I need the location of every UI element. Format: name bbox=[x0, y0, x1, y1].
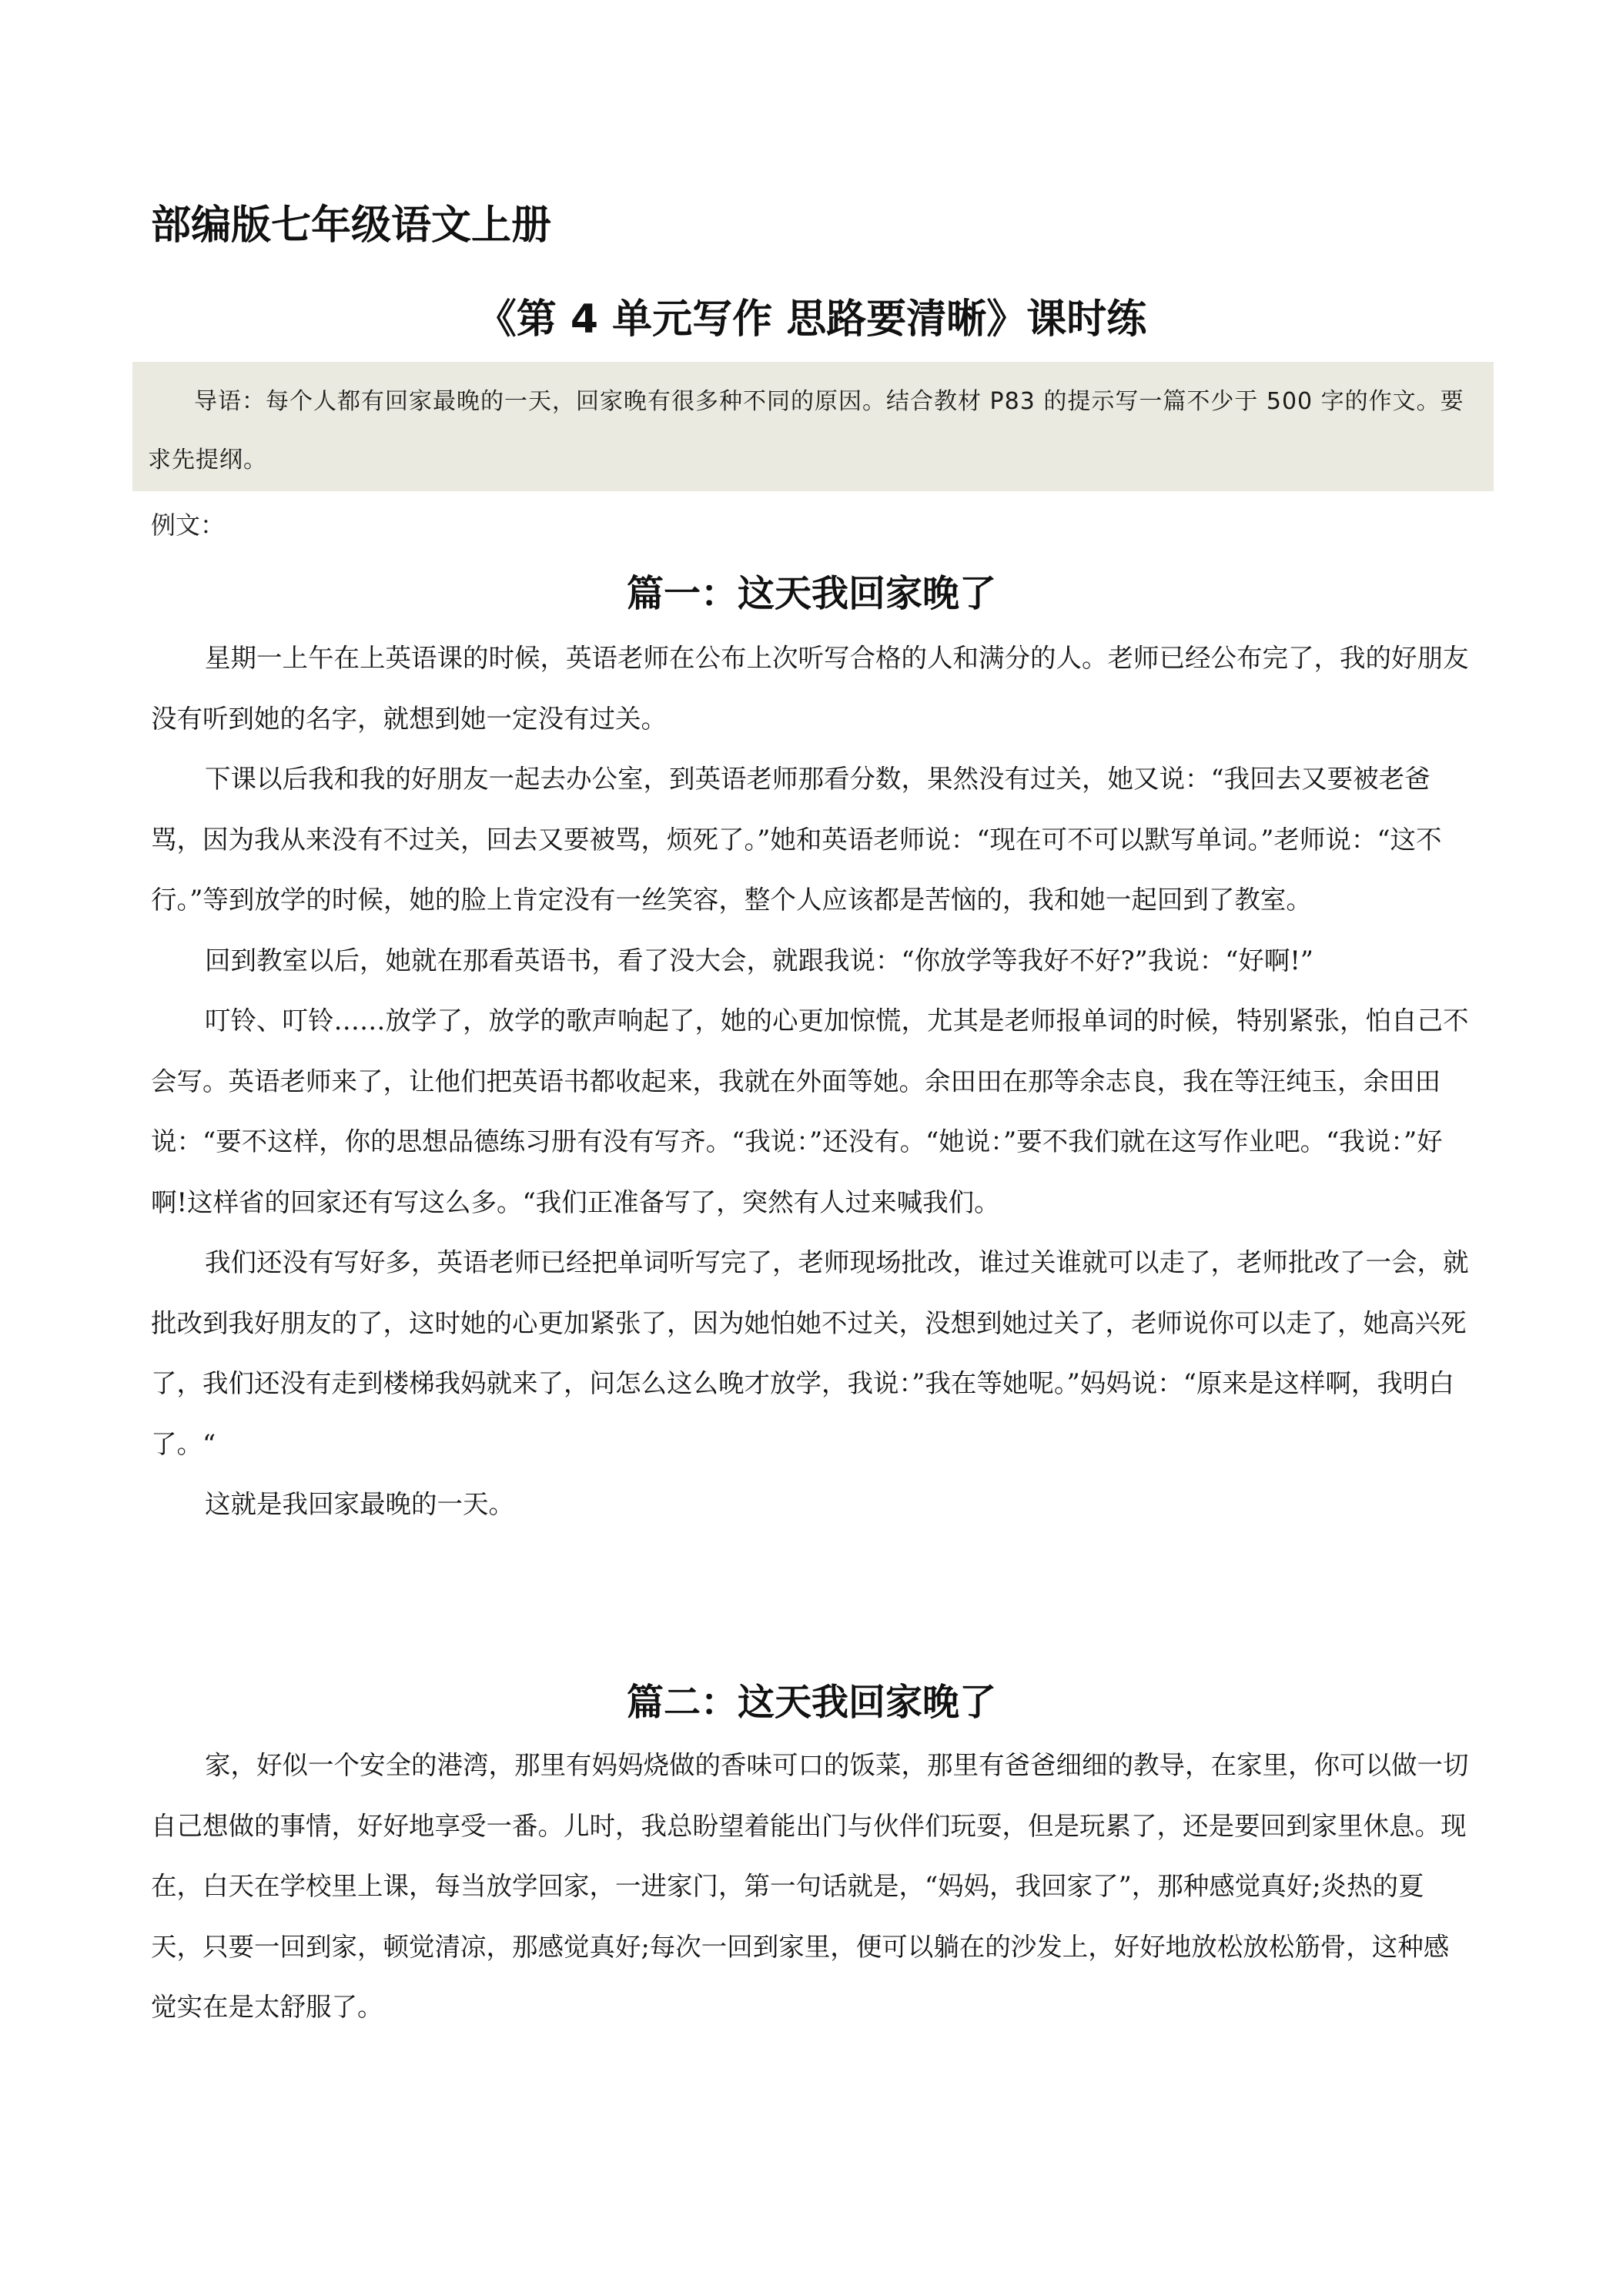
essay-1-body bbox=[151, 628, 1472, 1535]
lesson-title: 《第 4 单元写作 思路要清晰》课时练 bbox=[476, 296, 1147, 343]
essay-1-paragraph: 下课以后我和我的好朋友一起去办公室，到英语老师那看分数，果然没有过关，她又说：“我回去又要被老爸骂，因为我从来没有不过关，回去又要被骂，烦死了。”她和英语老师说：“现在可不可以默写单词。”老师说：“这不行。”等到放学的时候，她的脸上肯定没有一丝笑容，整个人应该都是苦恼的，我和她一起回到了教室。 bbox=[151, 764, 1442, 915]
example-label: 例文： bbox=[151, 510, 226, 540]
essay-1-paragraph: 星期一上午在上英语课的时候，英语老师在公布上次听写合格的人和满分的人。老师已经公布完了，我的好朋友没有听到她的名字，就想到她一定没有过关。 bbox=[151, 643, 1469, 734]
essay-1-paragraph: 这就是我回家最晚的一天。 bbox=[205, 1489, 514, 1519]
essay-1-paragraph: 叮铃、叮铃……放学了，放学的歌声响起了，她的心更加惊慌，尤其是老师报单词的时候，特别紧张，怕自己不会写。英语老师来了，让他们把英语书都收起来，我就在外面等她。余田田在那等余志良，我在等汪纯玉，余田田说：“要不这样，你的思想品德练习册有没有写齐。“我说：”还没有。“她说：”要不我们就在这写作业吧。“我说：”好啊!这样省的回家还有写这么多。“我们正准备写了，突然有人过来喊我们。 bbox=[151, 1006, 1469, 1217]
essay-2-body bbox=[151, 1735, 1472, 2038]
document-title: 部编版七年级语文上册 bbox=[151, 202, 552, 249]
essay-1-heading: 篇一：这天我回家晚了 bbox=[626, 572, 996, 615]
essay-2-heading: 篇二：这天我回家晚了 bbox=[626, 1681, 996, 1724]
intro-box bbox=[132, 362, 1494, 491]
essay-1-paragraph: 回到教室以后，她就在那看英语书，看了没大会，就跟我说：“你放学等我好不好?”我说：“好啊!” bbox=[205, 945, 1313, 976]
essay-2-paragraph: 家，好似一个安全的港湾，那里有妈妈烧做的香味可口的饭菜，那里有爸爸细细的教导，在家里，你可以做一切自己想做的事情，好好地享受一番。儿时，我总盼望着能出门与伙伴们玩耍，但是玩累了，还是要回到家里休息。现在，白天在学校里上课，每当放学回家，一进家门，第一句话就是，“妈妈，我回家了”，那种感觉真好;炎热的夏天，只要一回到家，顿觉清凉，那感觉真好;每次一回到家里，便可以躺在的沙发上，好好地放松放松筋骨，这种感觉实在是太舒服了。 bbox=[151, 1750, 1469, 2022]
intro-text: 导语：每个人都有回家最晚的一天，回家晚有很多种不同的原因。结合教材 P83 的提示写一篇不少于 500 字的作文。要求先提纲。 bbox=[148, 388, 1464, 474]
essay-1-paragraph: 我们还没有写好多，英语老师已经把单词听写完了，老师现场批改，谁过关谁就可以走了，老师批改了一会，就批改到我好朋友的了，这时她的心更加紧张了，因为她怕她不过关，没想到她过关了，老师说你可以走了，她高兴死了，我们还没有走到楼梯我妈就来了，问怎么这么晚才放学，我说：”我在等她呢。”妈妈说：“原来是这样啊，我明白了。“ bbox=[151, 1247, 1469, 1459]
